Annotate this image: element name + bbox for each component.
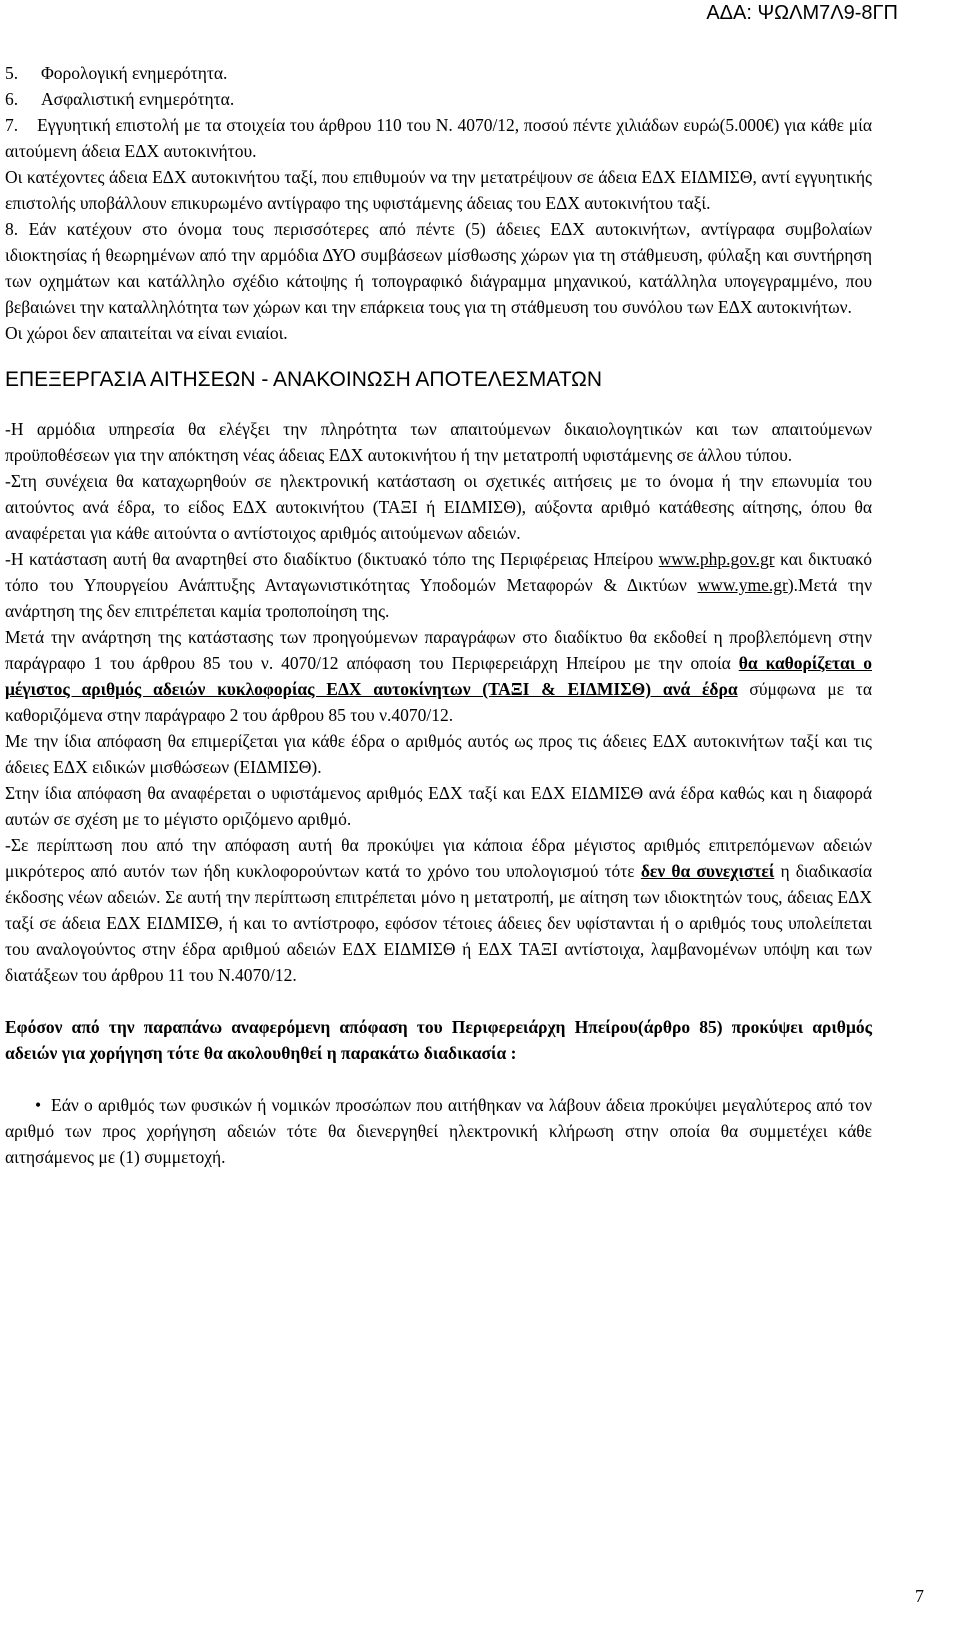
- bold-paragraph: Εφόσον από την παραπάνω αναφερόμενη απόφαση του Περιφερειάρχη Ηπείρου(άρθρο 85) προκύψει αριθμός αδειών για χορήγηση τότε θα ακολουθηθεί η παρακάτω διαδικασία :: [5, 1017, 872, 1063]
- paragraph-exception: [5, 832, 872, 988]
- item7-note: Οι κατέχοντες άδεια ΕΔΧ αυτοκινήτου ταξί, που επιθυμούν να την μετατρέψουν σε άδεια ΕΔΧ ΕΙΔΜΙΣΘ, αντί εγγυητικής επιστολής υποβάλλουν επικυρωμένο αντίγραφο της υφιστάμενης άδειας του ΕΔΧ αυτοκινήτου ταξί.: [5, 167, 872, 213]
- link-php[interactable]: www.php.gov.gr: [658, 549, 775, 569]
- document-page: [0, 60, 960, 1170]
- text-segment: -Η κατάσταση αυτή θα αναρτηθεί στο διαδίκτυο (δικτυακό τόπο της Περιφέρειας Ηπείρου: [5, 549, 659, 569]
- document-ada-code: ΑΔΑ: ΨΩΛΜ7Λ9-8ΓΠ: [706, 2, 898, 24]
- paragraph-decision: [5, 624, 872, 728]
- link-yme[interactable]: www.yme.gr: [697, 575, 788, 595]
- text-segment: Μετά την ανάρτηση της κατάστασης των προηγούμενων παραγράφων στο διαδίκτυο θα εκδοθεί η προβλεπόμενη στην παράγραφο 1 του άρθρου 85 του ν. 4070/12 απόφαση του Περιφερειάρχη Ηπείρου με την οποία: [5, 627, 872, 673]
- text-segment: και δικτυακό τόπο του Υπουργείου Ανάπτυξης Ανταγωνιστικότητας Υποδομών Μεταφορών & Δικτύων: [5, 549, 872, 595]
- page-number: 7: [915, 1586, 924, 1606]
- document-body: [5, 60, 872, 1170]
- emphasis-text: δεν θα συνεχιστεί: [640, 861, 775, 881]
- list-item-number: 7.: [5, 115, 19, 135]
- list-item: [5, 60, 872, 86]
- item8-paragraph: 8. Εάν κατέχουν στο όνομα τους περισσότερες από πέντε (5) άδειες ΕΔΧ αυτοκινήτων, αντίγραφα συμβολαίων ιδιοκτησίας ή θεωρημένων από την αρμόδια ΔΥΟ συμβάσεων μίσθωσης χώρων για τη στάθμευση, φύλαξη και συντήρηση των οχημάτων και κατάλληλο σχέδιο κάτοψης ή τοπογραφικό διάγραμμα μηχανικού, κατάλληλα υπογεγραμμένο, που βεβαιώνει την καταλληλότητα των χώρων και την επάρκεια τους για τη στάθμευση του συνόλου των ΕΔΧ αυτοκινήτων.: [5, 219, 872, 317]
- paragraph-registration: -Στη συνέχεια θα καταχωρηθούν σε ηλεκτρονική κατάσταση οι σχετικές αιτήσεις με το όνομα ή την επωνυμία του αιτούντος ανά έδρα, το είδος ΕΔΧ αυτοκινήτου (ΤΑΞΙ ή ΕΙΔΜΙΣΘ), αύξοντα αριθμό κατάθεσης αίτησης, όπου θα αναφέρεται για κάθε αιτούντα ο αντίστοιχος αριθμός αιτούμενων αδειών.: [5, 471, 872, 543]
- paragraph-existing: Στην ίδια απόφαση θα αναφέρεται ο υφιστάμενος αριθμός ΕΔΧ ταξί και ΕΔΧ ΕΙΔΜΙΣΘ ανά έδρα καθώς και η διαφορά αυτών σε σχέση με το μέγιστο οριζόμενο αριθμό.: [5, 783, 872, 829]
- text-segment: -Σε περίπτωση που από την απόφαση αυτή θα προκύψει για κάποια έδρα μέγιστος αριθμός επιτρεπόμενων αδειών μικρότερος από αυτόν των ήδη κυκλοφορούντων κατά το χρόνο του υπολογισμού τότε: [5, 835, 872, 881]
- bullet-text: Εάν ο αριθμός των φυσικών ή νομικών προσώπων που αιτήθηκαν να λάβουν άδεια προκύψει μεγαλύτερος από τον αριθμό των προς χορήγηση αδειών τότε θα διενεργηθεί ηλεκτρονική κλήρωση στην οποία θα συμμετέχει κάθε αιτησάμενος με (1) συμμετοχή.: [5, 1095, 872, 1167]
- paragraph-allocation: Με την ίδια απόφαση θα επιμερίζεται για κάθε έδρα ο αριθμός αυτός ως προς τις άδειες ΕΔΧ αυτοκινήτων ταξί και τις άδειες ΕΔΧ ειδικών μισθώσεων (ΕΙΔΜΙΣΘ).: [5, 731, 872, 777]
- text-segment: η διαδικασία έκδοσης νέων αδειών. Σε αυτή την περίπτωση επιτρέπεται μόνο η μετατροπή, με αίτηση των ιδιοκτητών τους, άδειας ΕΔΧ ταξί σε άδεια ΕΔΧ ΕΙΔΜΙΣΘ, ή και το αντίστροφο, εφόσον τέτοιες άδειες δεν υφίστανται ή ο αριθμός τους υπολείπεται του αναλογούντος στην έδρα αριθμού αδειών ΕΔΧ ΕΙΔΜΙΣΘ ή ΕΔΧ ΤΑΞΙ αντίστοιχα, λαμβανομένων υπόψη και των διατάξεων του άρθρου 11 του Ν.4070/12.: [5, 861, 873, 985]
- section-heading: ΕΠΕΞΕΡΓΑΣΙΑ ΑΙΤΗΣΕΩΝ - ΑΝΑΚΟΙΝΩΣΗ ΑΠΟΤΕΛΕΣΜΑΤΩΝ: [5, 368, 603, 391]
- list-item-text: Φορολογική ενημερότητα.: [41, 63, 228, 83]
- list-item-number: 5.: [5, 63, 19, 83]
- list-item: [5, 86, 872, 112]
- bullet-icon: •: [35, 1095, 42, 1115]
- text-segment: σύμφωνα με τα καθοριζόμενα στην παράγραφο 2 του άρθρου 85 του ν.4070/12.: [5, 679, 872, 725]
- paragraph-check: -Η αρμόδια υπηρεσία θα ελέγξει την πληρότητα των απαιτούμενων δικαιολογητικών και των απαιτούμενων προϋποθέσεων για την απόκτηση νέας άδειας ΕΔΧ αυτοκινήτου ή την μετατροπή υφιστάμενης σε άλλου τύπου.: [5, 419, 872, 465]
- bullet-item: [5, 1092, 872, 1170]
- list-item-number: 6.: [5, 89, 19, 109]
- list-item-text: Ασφαλιστική ενημερότητα.: [41, 89, 235, 109]
- paragraph-publication: [5, 546, 872, 624]
- emphasis-text: θα καθορίζεται ο μέγιστος αριθμός αδειών κυκλοφορίας ΕΔΧ αυτοκίνητων (ΤΑΞΙ & ΕΙΔΜΙΣΘ) ανά έδρα: [5, 653, 872, 699]
- list-item-text: Εγγυητική επιστολή με τα στοιχεία του άρθρου 110 του Ν. 4070/12, ποσού πέντε χιλιάδων ευρώ(5.000€) για κάθε μία αιτούμενη άδεια ΕΔΧ αυτοκινήτου.: [5, 115, 872, 161]
- list-item: [5, 112, 872, 164]
- item8-note: Οι χώροι δεν απαιτείται να είναι ενιαίοι.: [5, 323, 288, 343]
- text-segment: ).Μετά την ανάρτηση της δεν επιτρέπεται καμία τροποποίηση της.: [5, 575, 872, 621]
